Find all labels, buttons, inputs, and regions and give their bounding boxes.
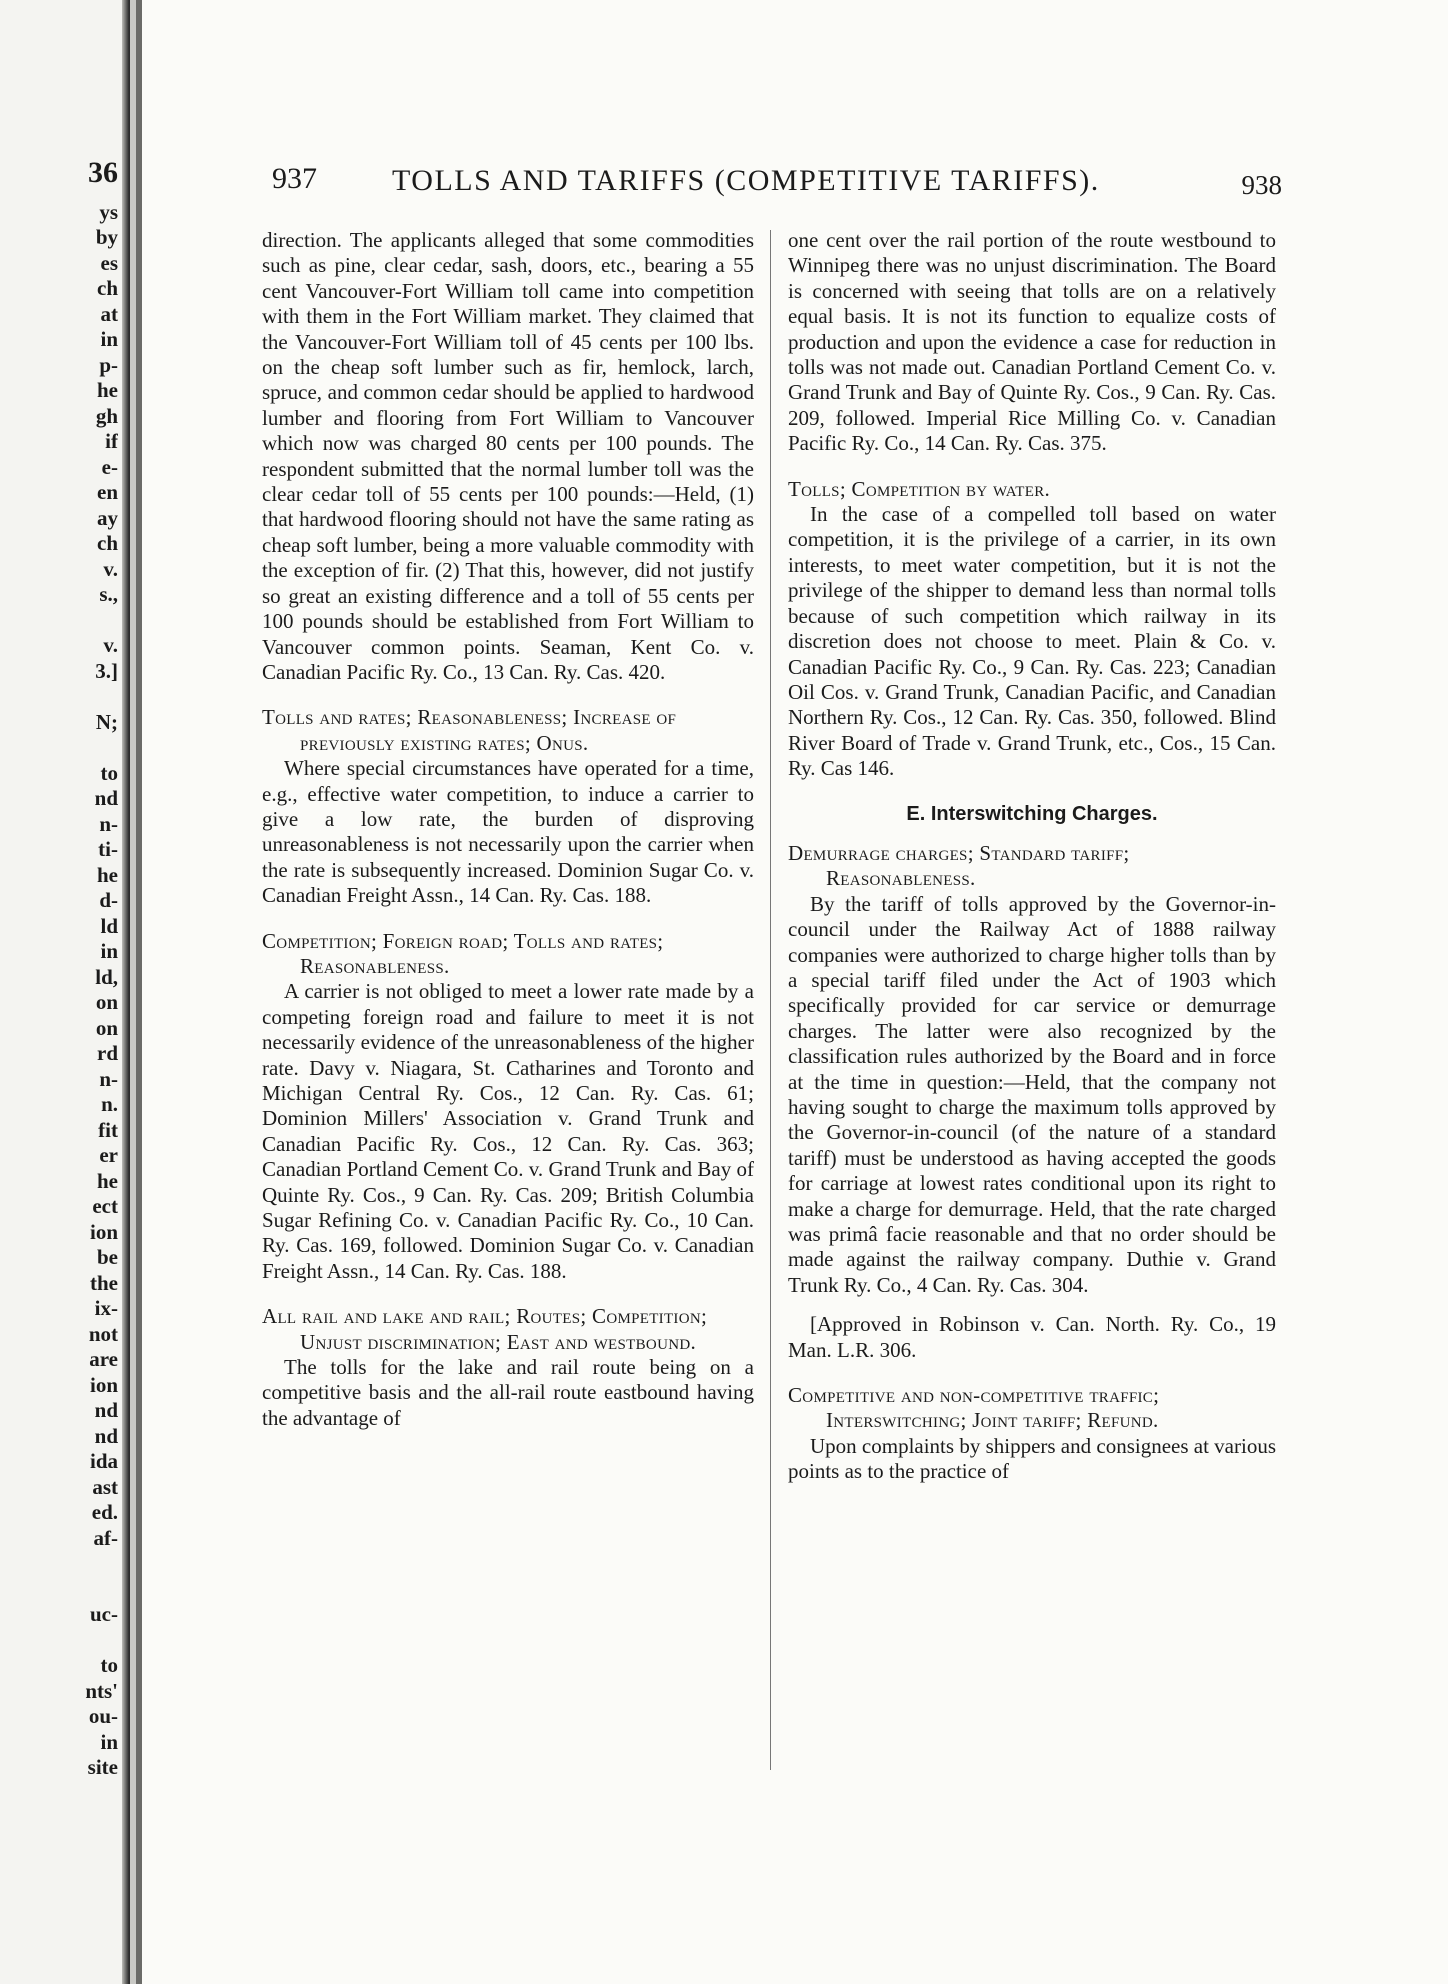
previous-page-fragment: en [97, 480, 118, 504]
running-head: TOLLS AND TARIFFS (COMPETITIVE TARIFFS). [392, 164, 1100, 197]
previous-page-fragment: be [97, 1245, 118, 1269]
page-edge-shadow [136, 0, 142, 1984]
previous-page-fragment: to [100, 1653, 118, 1677]
previous-page-fragment: ld, [95, 964, 118, 989]
previous-page-fragment: ch [97, 531, 118, 555]
previous-page-fragment: p- [99, 352, 118, 377]
previous-page-fragment: fit [98, 1117, 118, 1142]
previous-page-fragment: ti- [98, 837, 118, 861]
headnote: All rail and lake and rail; Routes; Competition; Unjust discrimination; East and westbound. [262, 1304, 708, 1354]
previous-page-fragment: ix- [94, 1296, 118, 1320]
previous-page-fragment: d- [99, 888, 118, 912]
previous-page-fragment: e- [101, 454, 118, 479]
book-gutter [122, 0, 130, 1984]
headnote: Demurrage charges; Standard tariff; Reasonableness. [788, 840, 1130, 891]
previous-page-fragment: rd [97, 1041, 118, 1065]
previous-page-fragment: in [100, 939, 118, 963]
previous-page-fragment: nd [94, 1398, 118, 1422]
previous-page-fragment: he [97, 862, 118, 887]
previous-page-fragment: ch [97, 276, 118, 300]
previous-page-fragment [0, 1577, 118, 1603]
previous-page-fragment: not [88, 1321, 118, 1346]
paragraph: [Approved in Robinson v. Can. North. Ry. Co., 19 Man. L.R. 306. [788, 1312, 1276, 1362]
previous-page-fragment [0, 684, 118, 710]
previous-page-fragment: ou- [88, 1704, 118, 1728]
previous-page-fragment: 3.] [95, 658, 118, 683]
previous-page-fragment: ys [99, 199, 118, 224]
previous-page-fragment: nts' [85, 1678, 118, 1703]
previous-page-fragment: the [90, 1270, 118, 1295]
previous-page-fragment: gh [95, 403, 118, 428]
previous-page-fragment: he [97, 1168, 118, 1193]
paragraph: one cent over the rail portion of the route westbound to Winnipeg there was no unjust discrimination. The Board is concerned with seeing that tolls are on a relatively equal basis. It is not its function to equalize costs of production and upon the evidence a case for reduction in tolls was not made out. Canadian Portland Cement Co. v. Grand Trunk and Bay of Quinte Ry. Cos., 9 Can. Ry. Cas. 209, followed. Imperial Rice Milling Co. v. Canadian Pacific Ry. Co., 14 Can. Ry. Cas. 375. [788, 228, 1276, 456]
paragraph: direction. The applicants alleged that some commodities such as pine, clear cedar, sash, doors, etc., bearing a 55 cent Vancouver-Fort William toll came into competition with them in the Fort William market. They claimed that the Vancouver-Fort William toll of 45 cents per 100 lbs. on the cheap soft lumber such as fir, hemlock, larch, spruce, and common cedar should be applied to hardwood lumber and flooring from Fort William to Vancouver which now was charged 80 cents per 100 pounds. The respondent submitted that the normal lumber toll was the clear cedar toll of 55 cents per 100 pounds:—Held, (1) that hardwood flooring should not have the same rating as cheap soft lumber, being a more valuable commodity with the exception of fir. (2) That this, however, did not justify so great an existing difference and a toll of 55 cents per 100 pounds should be established from Fort William to Vancouver common points. Seaman, Kent Co. v. Canadian Pacific Ry. Co., 13 Can. Ry. Cas. 420. [262, 228, 754, 684]
previous-page-fragment: ion [89, 1372, 118, 1397]
headnote: Competitive and non-competitive traffic; Interswitching; Joint tariff; Refund. [788, 1383, 1160, 1433]
previous-page-fragment [0, 1551, 118, 1577]
previous-page-fragment: uc- [90, 1602, 118, 1626]
previous-page-fragment: ed. [91, 1500, 118, 1524]
previous-page-number: 36 [88, 160, 118, 186]
page-header [272, 162, 1282, 212]
right-column [788, 228, 1276, 1485]
previous-page-edge [0, 0, 130, 1984]
previous-page-fragment: in [100, 1729, 118, 1754]
headnote: Competition; Foreign road; Tolls and rates; Reasonableness. [262, 928, 664, 978]
previous-page-fragment: ida [89, 1449, 118, 1473]
previous-page-fragment: ion [89, 1219, 118, 1244]
paragraph: The tolls for the lake and rail route being on a competitive basis and the all-rail route eastbound having the advantage of [262, 1355, 754, 1430]
previous-page-fragment: ay [97, 505, 118, 530]
previous-page-fragment: er [99, 1143, 118, 1167]
previous-page-fragment: on [95, 990, 118, 1014]
page-number-left: 937 [272, 162, 317, 195]
previous-page-fragment: ld [100, 913, 118, 938]
previous-page-fragment: are [89, 1347, 118, 1371]
previous-page-fragment: n- [99, 1066, 118, 1091]
previous-page-fragment: nd [94, 786, 118, 810]
paragraph: In the case of a compelled toll based on water competition, it is the privilege of a carrier, in its own interests, to meet water competition, but it is not the privilege of the shipper to demand less than normal tolls because of such competition which railway in its discretion does not choose to meet. Plain & Co. v. Canadian Pacific Ry. Co., 9 Can. Ry. Cas. 223; Canadian Oil Cos. v. Grand Trunk, Canadian Pacific, and Canadian Northern Ry. Cos., 12 Can. Ry. Cas. 350, followed. Blind River Board of Trade v. Grand Trunk, etc., Cos., 15 Can. Ry. Cas 146. [788, 502, 1276, 781]
previous-page-fragment: he [97, 378, 118, 402]
headnote: Tolls; Competition by water. [788, 476, 1051, 501]
left-column [262, 228, 754, 1431]
previous-page-fragment: ast [92, 1474, 118, 1499]
previous-page-fragment: nd [94, 1423, 118, 1448]
previous-page-fragment: site [87, 1755, 118, 1779]
paragraph: Upon complaints by shippers and consignees at various points as to the practice of [788, 1433, 1276, 1484]
previous-page-fragment: at [100, 301, 118, 326]
previous-page-fragment [0, 608, 118, 634]
previous-page-fragment: s., [99, 582, 118, 606]
previous-page-fragment: n. [101, 1092, 118, 1116]
page-number-right: 938 [1241, 170, 1282, 200]
previous-page-fragment: to [100, 760, 118, 785]
previous-page-fragment: N; [95, 709, 118, 734]
previous-page-fragment: v. [103, 556, 118, 581]
paragraph: Where special circumstances have operated for a time, e.g., effective water competition, to induce a carrier to give a low rate, the burden of disproving unreasonableness is not necessarily upon the carrier when the rate is subsequently increased. Dominion Sugar Co. v. Canadian Freight Assn., 14 Can. Ry. Cas. 188. [262, 756, 754, 908]
previous-page-fragment: n- [99, 811, 118, 836]
previous-page-fragment: if [105, 429, 118, 453]
previous-page-fragment: af- [93, 1525, 118, 1550]
previous-page-fragment: v. [103, 633, 118, 657]
previous-page-fragment: es [100, 250, 118, 275]
paragraph: A carrier is not obliged to meet a lower rate made by a competing foreign road and failure to meet it is not necessarily evidence of the unreasonableness of the higher rate. Davy v. Niagara, St. Catharines and Toronto and Michigan Central Ry. Cos., 12 Can. Ry. Cas. 61; Dominion Millers' Association v. Grand Trunk and Canadian Pacific Ry. Cos., 12 Can. Ry. Cas. 363; Canadian Portland Cement Co. v. Grand Trunk and Bay of Quinte Ry. Cos., 9 Can. Ry. Cas. 209; British Columbia Sugar Refining Co. v. Canadian Pacific Ry. Co., 10 Can. Ry. Cas. 169, followed. Dominion Sugar Co. v. Canadian Freight Assn., 14 Can. Ry. Cas. 188. [262, 979, 754, 1283]
paragraph: By the tariff of tolls approved by the Governor-in-council under the Railway Act of 1888 railway companies were authorized to charge higher tolls than by a special tariff filed under the Act of 1903 which specifically provided for car service or demurrage charges. The latter were also recognized by the classification rules authorized by the Board and in force at the time in question:—Held, that the company not having sought to charge the maximum tolls approved by the Governor-in-council (of the nature of a standard tariff) must be understood as having accepted the goods for carriage at lowest rates conditional upon its right to make a charge for demurrage. Held, that the rate charged was primâ facie reasonable and that no order should be made against the railway company. Duthie v. Grand Trunk Ry. Co., 4 Can. Ry. Cas. 304. [788, 891, 1276, 1297]
previous-page-fragment: in [100, 327, 118, 351]
previous-page-fragment: ect [92, 1194, 118, 1218]
previous-page-text-fragments [0, 160, 118, 1781]
previous-page-fragment [0, 1628, 118, 1654]
previous-page-fragment: on [95, 1015, 118, 1040]
previous-page-fragment [0, 735, 118, 761]
headnote: Tolls and rates; Reasonableness; Increase of previously existing rates; Onus. [262, 705, 677, 755]
column-divider [770, 230, 771, 1770]
previous-page-fragment: by [95, 225, 118, 249]
section-title: E. Interswitching Charges. [906, 802, 1158, 825]
